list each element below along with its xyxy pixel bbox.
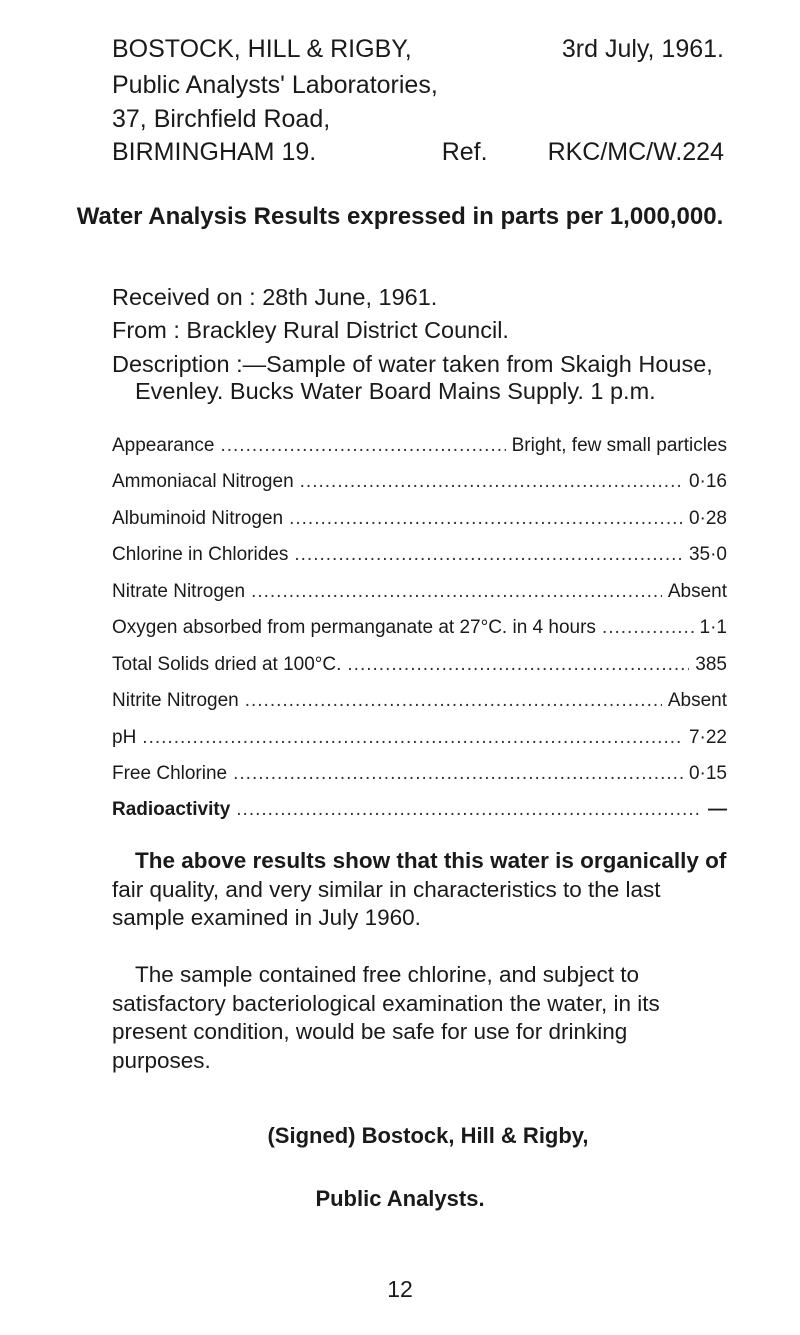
result-label: Nitrate Nitrogen — [112, 580, 246, 602]
result-value: 1·1 — [699, 617, 727, 639]
signature-line: (Signed) Bostock, Hill & Rigby, — [267, 1123, 589, 1148]
dot-leader — [289, 507, 683, 531]
received-on: Received on : 28th June, 1961. — [112, 284, 438, 310]
signature-title: Public Analysts. — [315, 1186, 485, 1211]
result-row — [112, 798, 727, 834]
firm-name: BOSTOCK, HILL & RIGBY, — [112, 35, 412, 63]
result-label: Appearance — [112, 435, 215, 456]
lab-name: Public Analysts' Laboratories, — [112, 71, 438, 99]
result-value: 35·0 — [688, 544, 727, 566]
result-label: Radioactivity — [112, 799, 231, 821]
dot-leader — [236, 798, 702, 822]
header-line-3 — [112, 104, 724, 134]
page-number: 12 — [387, 1276, 413, 1302]
report-title: Water Analysis Results expressed in parts per 1,000,000. — [76, 203, 724, 230]
description-line-2: Evenley. Bucks Water Board Mains Supply. 1 p.m. — [135, 378, 656, 404]
conclusion-paragraph-1 — [112, 847, 732, 933]
result-row — [112, 616, 727, 652]
dot-leader — [220, 434, 505, 458]
result-value: Absent — [667, 690, 727, 712]
result-row — [112, 580, 727, 616]
dot-leader — [233, 762, 683, 786]
result-label: Oxygen absorbed from permanganate at 27°C. in 4 hours — [112, 617, 596, 639]
result-label: Ammoniacal Nitrogen — [112, 471, 294, 493]
header-line-2 — [112, 70, 724, 100]
header-line-4 — [112, 137, 724, 167]
dot-leader — [602, 616, 694, 640]
reference — [442, 137, 724, 167]
result-row — [112, 762, 727, 798]
conclusion-lead: The above results show that this water is organically of — [135, 848, 727, 873]
result-row — [112, 726, 727, 762]
result-value: Absent — [667, 580, 727, 602]
report-date: 3rd July, 1961. — [561, 35, 724, 63]
result-value: 0·16 — [688, 471, 727, 493]
result-row — [112, 434, 727, 470]
dot-leader — [251, 580, 662, 604]
ref-value: RKC/MC/W.224 — [547, 138, 724, 166]
conclusion-rest: fair quality, and very similar in characteristics to the last sample examined in July 1960. — [112, 876, 661, 930]
description-line-1: Description :—Sample of water taken from Skaigh House, — [112, 351, 713, 377]
result-label: Free Chlorine — [112, 762, 228, 784]
conclusion-paragraph-2: The sample contained free chlorine, and subject to satisfactory bacteriological examination the water, in its present condition, would be safe for use for drinking purposes. — [112, 962, 660, 1073]
result-row — [112, 543, 727, 579]
ref-label: Ref. — [441, 138, 488, 166]
city-address: BIRMINGHAM 19. — [112, 138, 317, 166]
result-row — [112, 689, 727, 725]
result-label: Chlorine in Chlorides — [112, 544, 289, 566]
result-row — [112, 507, 727, 543]
street-address: 37, Birchfield Road, — [112, 105, 331, 133]
result-label: Albuminoid Nitrogen — [112, 507, 284, 529]
dot-leader — [142, 726, 683, 750]
result-label: Total Solids dried at 100°C. — [112, 653, 342, 675]
dot-leader — [347, 653, 689, 677]
result-value: 7·22 — [688, 726, 727, 748]
dot-leader — [245, 689, 662, 713]
result-label: pH — [112, 726, 137, 748]
result-value: 385 — [695, 653, 727, 675]
result-value: — — [708, 799, 727, 821]
dot-leader — [300, 470, 683, 494]
sample-from: From : Brackley Rural District Council. — [112, 317, 509, 343]
result-label: Nitrite Nitrogen — [112, 690, 239, 712]
results-list — [112, 434, 727, 835]
result-value: Bright, few small particles — [511, 435, 727, 456]
result-value: 0·28 — [688, 507, 727, 529]
header-line-1 — [112, 34, 724, 64]
result-value: 0·15 — [688, 762, 727, 784]
dot-leader — [294, 543, 683, 567]
result-row — [112, 470, 727, 506]
result-row — [112, 653, 727, 689]
